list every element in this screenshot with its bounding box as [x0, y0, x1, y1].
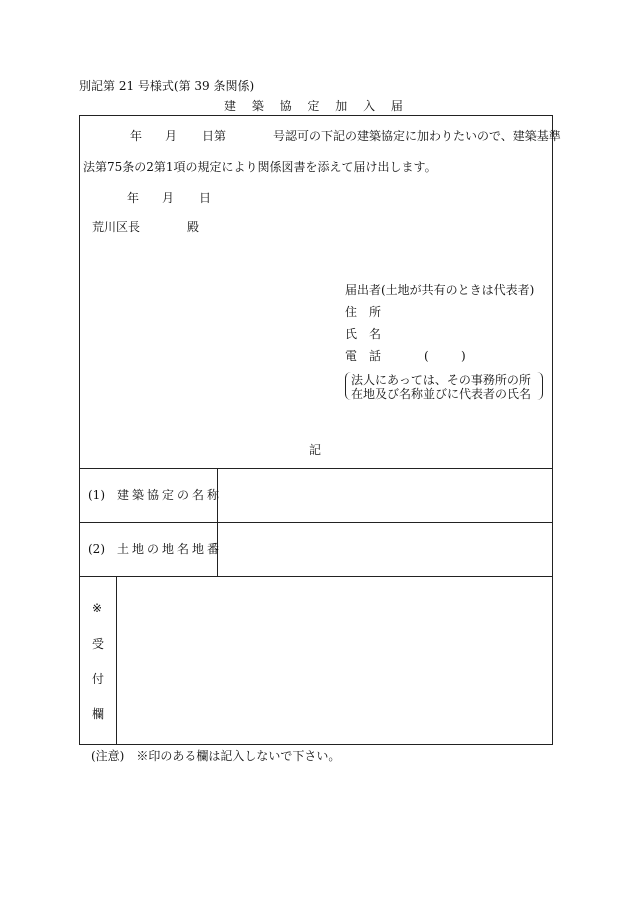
table-column-divider [217, 468, 218, 576]
phone-paren-close: ) [461, 349, 466, 363]
date-month: 月 [162, 191, 175, 205]
table-bottom-line [79, 576, 552, 577]
intro-year: 年 [130, 129, 143, 143]
row-label-land-lot: 土地の地名地番 [117, 542, 223, 556]
reception-mark: ※ [92, 601, 103, 615]
reception-char: 欄 [92, 707, 105, 721]
corporate-note-line1: 法人にあっては、その事務所の所 [351, 373, 531, 387]
row-number: (2) [88, 542, 105, 556]
date-day: 日 [199, 191, 212, 205]
intro-month: 月 [165, 129, 178, 143]
reception-char: 受 [92, 637, 105, 651]
applicant-phone-label: 電 話 [345, 349, 382, 363]
intro-line1: 号認可の下記の建築協定に加わりたいので、建築基準 [273, 129, 561, 143]
applicant-address-label: 住 所 [345, 305, 382, 319]
form-frame [79, 115, 553, 745]
intro-day-no: 日第 [202, 129, 227, 143]
row-number: (1) [88, 488, 105, 502]
addressee-name: 荒川区長 [92, 220, 141, 234]
corporate-note-line2: 在地及び名称並びに代表者の氏名 [351, 387, 532, 401]
reception-char: 付 [92, 672, 105, 686]
ki-mark: 記 [309, 443, 322, 457]
phone-paren-open: ( [424, 349, 429, 363]
form-title: 建 築 協 定 加 入 届 [224, 99, 409, 113]
addressee-honorific: 殿 [187, 220, 200, 234]
reception-column-divider [116, 576, 117, 744]
form-number: 別記第 21 号様式(第 39 条関係) [79, 79, 255, 93]
table-row-divider [79, 522, 552, 523]
table-top-line [79, 468, 552, 469]
row-label-agreement-name: 建築協定の名称 [117, 488, 223, 502]
intro-line2: 法第75条の2第1項の規定により関係図書を添えて届け出します。 [83, 160, 437, 174]
applicant-heading: 届出者(土地が共有のときは代表者) [345, 283, 535, 297]
footer-note: (注意) ※印のある欄は記入しないで下さい。 [91, 749, 341, 763]
applicant-name-label: 氏 名 [345, 327, 382, 341]
date-year: 年 [127, 191, 140, 205]
